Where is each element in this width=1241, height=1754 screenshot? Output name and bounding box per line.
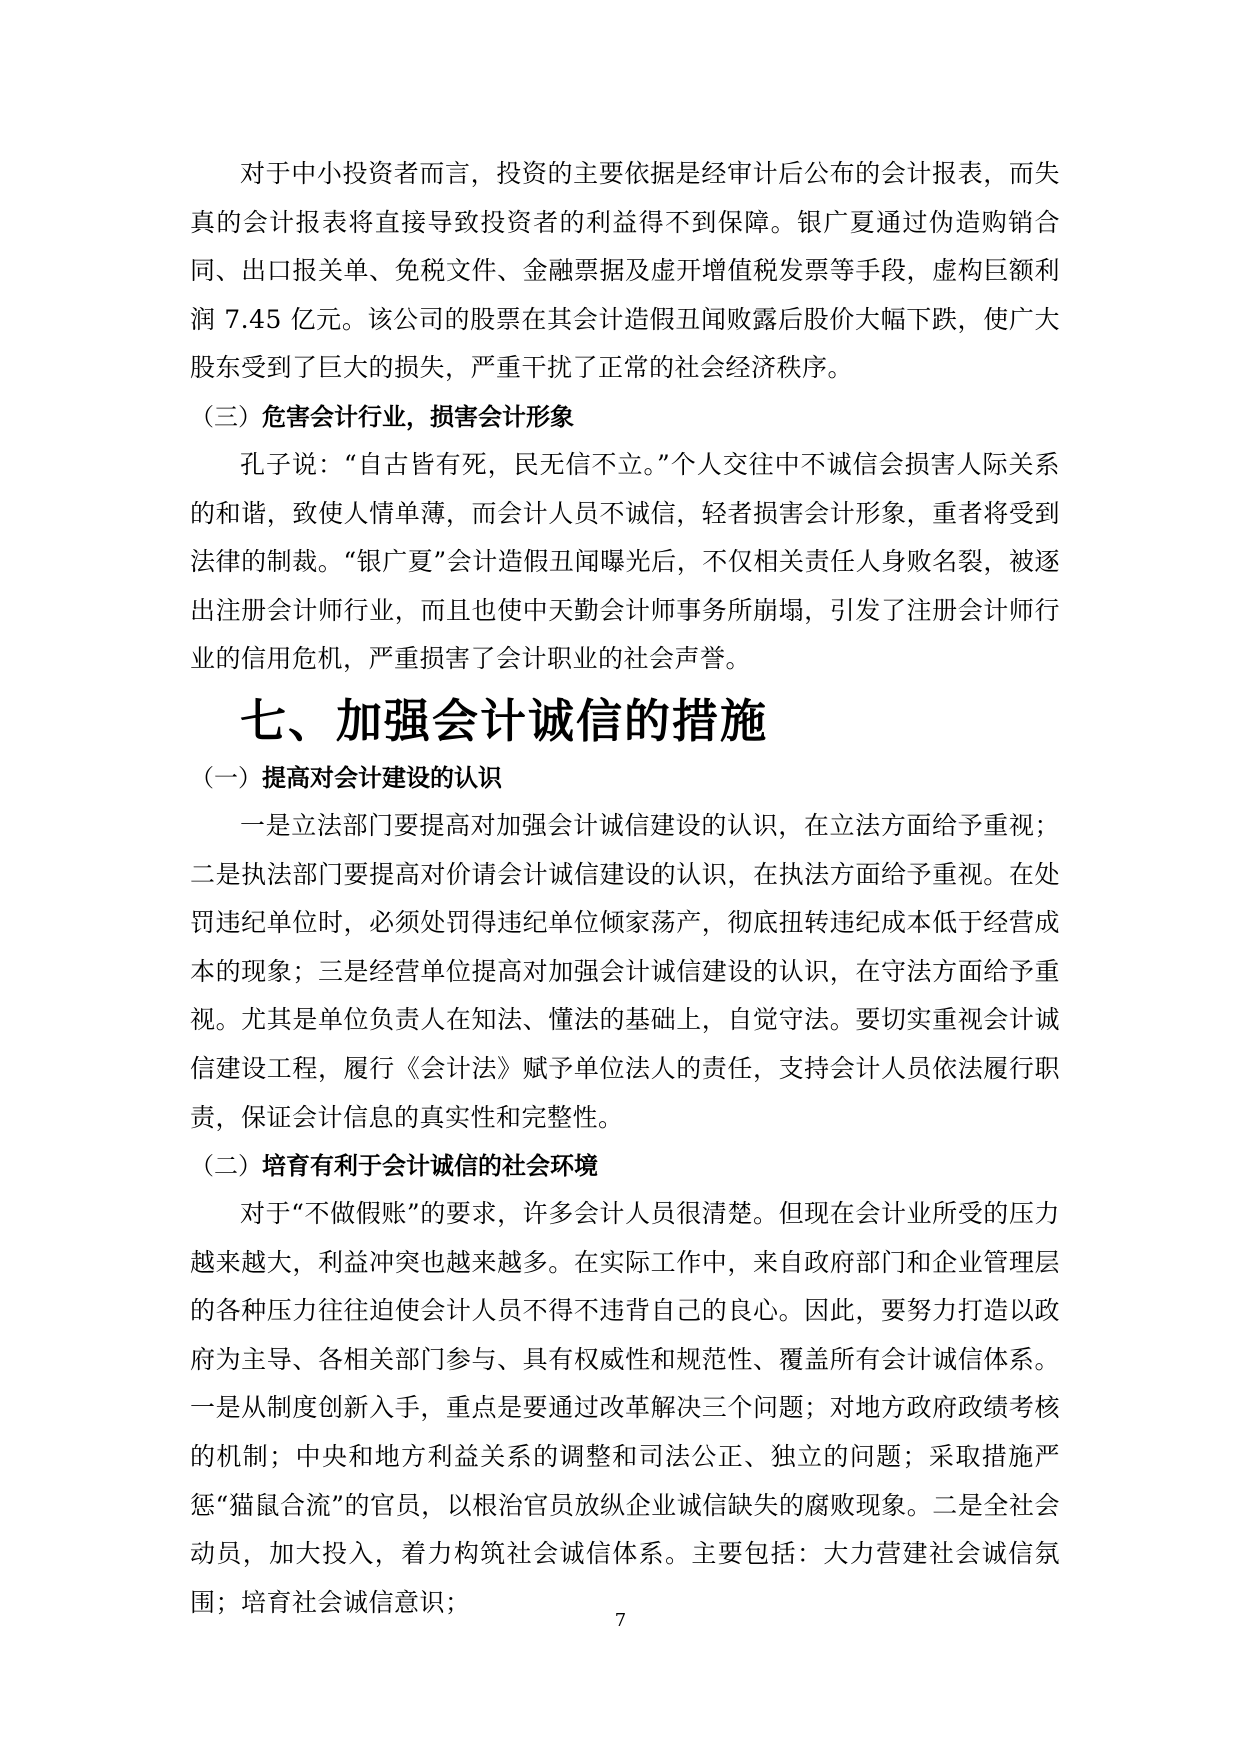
subhead-number: （二） — [190, 1152, 262, 1181]
subhead-title: 危害会计行业，损害会计形象 — [262, 402, 574, 431]
subhead-number: （一） — [190, 763, 262, 792]
page-body — [190, 150, 1060, 1627]
paragraph-legislation: 一是立法部门要提高对加强会计诚信建设的认识，在立法方面给予重视；二是执法部门要提高对价请会计诚信建设的认识，在执法方面给予重视。在处罚违纪单位时，必须处罚得违纪单位倾家荡产，彻底扭转违纪成本低于经营成本的现象；三是经营单位提高对加强会计诚信建设的认识，在守法方面给予重视。尤其是单位负责人在知法、懂法的基础上，自觉守法。要切实重视会计诚信建设工程，履行《会计法》赋予单位法人的责任，支持会计人员依法履行职责，保证会计信息的真实性和完整性。 — [190, 810, 1060, 1132]
paragraph-investors: 对于中小投资者而言，投资的主要依据是经审计后公布的会计报表，而失真的会计报表将直接导致投资者的利益得不到保障。银广夏通过伪造购销合同、出口报关单、免税文件、金融票据及虚开增值税发票等手段，虚构巨额利润 7.45 亿元。该公司的股票在其会计造假丑闻败露后股价大幅下跌，使广大股东受到了巨大的损失，严重干扰了正常的社会经济秩序。 — [190, 159, 1060, 383]
page-number: 7 — [614, 1610, 627, 1631]
subhead-section-1 — [190, 754, 1060, 802]
paragraph-environment: 对于“不做假账”的要求，许多会计人员很清楚。但现在会计业所受的压力越来越大，利益冲突也越来越多。在实际工作中，来自政府部门和企业管理层的各种压力往往迫使会计人员不得不违背自己的良心。因此，要努力打造以政府为主导、各相关部门参与、具有权威性和规范性、覆盖所有会计诚信体系。一是从制度创新入手，重点是要通过改革解决三个问题；对地方政府政绩考核的机制；中央和地方利益关系的调整和司法公正、独立的问题；采取措施严惩“猫鼠合流”的官员，以根治官员放纵企业诚信缺失的腐败现象。二是全社会动员，加大投入，着力构筑社会诚信体系。主要包括：大力营建社会诚信氛围；培育社会诚信意识； — [190, 1199, 1060, 1617]
subhead-number: （三） — [190, 402, 262, 431]
subhead-section-3 — [190, 393, 1060, 441]
subhead-section-2 — [190, 1142, 1060, 1190]
paragraph-confucius: 孔子说：“自古皆有死，民无信不立。”个人交往中不诚信会损害人际关系的和谐，致使人情单薄，而会计人员不诚信，轻者损害会计形象，重者将受到法律的制裁。“银广夏”会计造假丑闻曝光后，不仅相关责任人身败名裂，被逐出注册会计师行业，而且也使中天勤会计师事务所崩塌，引发了注册会计师行业的信用危机，严重损害了会计职业的社会声誉。 — [190, 449, 1060, 674]
subhead-title: 培育有利于会计诚信的社会环境 — [262, 1152, 598, 1181]
chapter-title: 七、加强会计诚信的措施 — [240, 693, 768, 748]
subhead-title: 提高对会计建设的认识 — [262, 763, 502, 792]
